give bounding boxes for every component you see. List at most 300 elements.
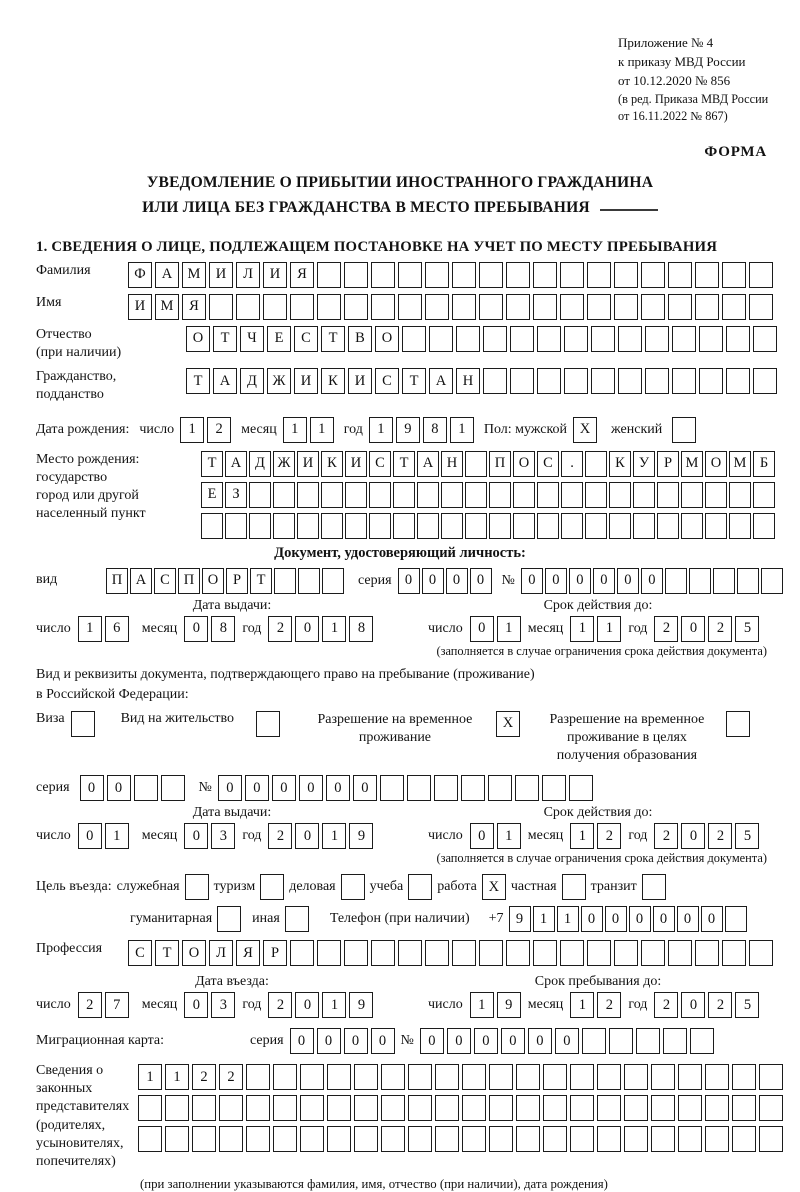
char-box[interactable] bbox=[441, 513, 463, 539]
char-box[interactable]: Т bbox=[393, 451, 415, 477]
char-box[interactable] bbox=[462, 1126, 486, 1152]
char-box[interactable] bbox=[297, 482, 319, 508]
char-box[interactable]: Д bbox=[240, 368, 264, 394]
char-box[interactable]: И bbox=[209, 262, 233, 288]
char-box[interactable]: М bbox=[182, 262, 206, 288]
char-box[interactable] bbox=[506, 940, 530, 966]
char-box[interactable] bbox=[722, 940, 746, 966]
char-box[interactable] bbox=[537, 513, 559, 539]
char-box[interactable] bbox=[689, 568, 711, 594]
char-box[interactable]: 0 bbox=[184, 616, 208, 642]
char-box[interactable] bbox=[435, 1126, 459, 1152]
char-box[interactable] bbox=[435, 1095, 459, 1121]
char-box[interactable]: X bbox=[482, 874, 506, 900]
char-box[interactable]: 0 bbox=[290, 1028, 314, 1054]
char-box[interactable]: Т bbox=[201, 451, 223, 477]
char-box[interactable] bbox=[217, 906, 241, 932]
char-box[interactable]: Т bbox=[186, 368, 210, 394]
char-box[interactable]: 2 bbox=[708, 823, 732, 849]
char-box[interactable] bbox=[165, 1126, 189, 1152]
char-box[interactable] bbox=[263, 294, 287, 320]
char-box[interactable]: 2 bbox=[654, 823, 678, 849]
char-box[interactable]: И bbox=[294, 368, 318, 394]
char-box[interactable] bbox=[393, 513, 415, 539]
char-box[interactable] bbox=[678, 1095, 702, 1121]
char-box[interactable]: О bbox=[705, 451, 727, 477]
char-box[interactable] bbox=[381, 1126, 405, 1152]
char-box[interactable] bbox=[441, 482, 463, 508]
char-box[interactable]: И bbox=[348, 368, 372, 394]
char-box[interactable]: 1 bbox=[322, 616, 346, 642]
char-box[interactable]: М bbox=[155, 294, 179, 320]
char-box[interactable]: 5 bbox=[735, 823, 759, 849]
char-box[interactable]: 1 bbox=[105, 823, 129, 849]
char-box[interactable]: 8 bbox=[211, 616, 235, 642]
char-box[interactable] bbox=[726, 326, 750, 352]
char-box[interactable] bbox=[668, 940, 692, 966]
char-box[interactable]: X bbox=[573, 417, 597, 443]
char-box[interactable] bbox=[657, 513, 679, 539]
char-box[interactable]: 9 bbox=[497, 992, 521, 1018]
char-box[interactable] bbox=[407, 775, 431, 801]
char-box[interactable]: 0 bbox=[299, 775, 323, 801]
char-box[interactable]: С bbox=[294, 326, 318, 352]
char-box[interactable] bbox=[273, 482, 295, 508]
char-box[interactable] bbox=[483, 368, 507, 394]
char-box[interactable]: 0 bbox=[245, 775, 269, 801]
char-box[interactable] bbox=[537, 368, 561, 394]
char-box[interactable] bbox=[641, 940, 665, 966]
char-box[interactable]: О bbox=[182, 940, 206, 966]
char-box[interactable] bbox=[609, 513, 631, 539]
char-box[interactable] bbox=[273, 513, 295, 539]
char-box[interactable]: 1 bbox=[283, 417, 307, 443]
char-box[interactable]: 0 bbox=[295, 823, 319, 849]
char-box[interactable]: 0 bbox=[629, 906, 651, 932]
char-box[interactable] bbox=[561, 513, 583, 539]
char-box[interactable] bbox=[317, 262, 341, 288]
char-box[interactable] bbox=[371, 262, 395, 288]
char-box[interactable]: 0 bbox=[398, 568, 420, 594]
char-box[interactable] bbox=[138, 1126, 162, 1152]
char-box[interactable]: Б bbox=[753, 451, 775, 477]
char-box[interactable] bbox=[165, 1095, 189, 1121]
char-box[interactable] bbox=[489, 1064, 513, 1090]
char-box[interactable]: 1 bbox=[78, 616, 102, 642]
char-box[interactable] bbox=[561, 482, 583, 508]
char-box[interactable] bbox=[345, 513, 367, 539]
char-box[interactable]: 1 bbox=[557, 906, 579, 932]
char-box[interactable] bbox=[321, 482, 343, 508]
char-box[interactable]: О bbox=[375, 326, 399, 352]
char-box[interactable] bbox=[300, 1095, 324, 1121]
char-box[interactable] bbox=[533, 940, 557, 966]
char-box[interactable] bbox=[452, 294, 476, 320]
char-box[interactable]: 1 bbox=[450, 417, 474, 443]
char-box[interactable] bbox=[256, 711, 280, 737]
char-box[interactable] bbox=[597, 1064, 621, 1090]
char-box[interactable] bbox=[591, 368, 615, 394]
char-box[interactable] bbox=[678, 1126, 702, 1152]
char-box[interactable] bbox=[429, 326, 453, 352]
char-box[interactable] bbox=[479, 940, 503, 966]
char-box[interactable]: Т bbox=[213, 326, 237, 352]
char-box[interactable] bbox=[260, 874, 284, 900]
char-box[interactable] bbox=[570, 1095, 594, 1121]
char-box[interactable]: 0 bbox=[326, 775, 350, 801]
char-box[interactable] bbox=[402, 326, 426, 352]
char-box[interactable] bbox=[636, 1028, 660, 1054]
char-box[interactable] bbox=[506, 294, 530, 320]
char-box[interactable] bbox=[344, 294, 368, 320]
char-box[interactable] bbox=[465, 482, 487, 508]
char-box[interactable] bbox=[618, 368, 642, 394]
char-box[interactable] bbox=[705, 1064, 729, 1090]
char-box[interactable] bbox=[759, 1126, 783, 1152]
char-box[interactable] bbox=[219, 1126, 243, 1152]
char-box[interactable]: К bbox=[321, 451, 343, 477]
char-box[interactable]: И bbox=[128, 294, 152, 320]
char-box[interactable] bbox=[624, 1095, 648, 1121]
char-box[interactable]: Ж bbox=[273, 451, 295, 477]
char-box[interactable]: 2 bbox=[708, 616, 732, 642]
char-box[interactable]: Я bbox=[290, 262, 314, 288]
char-box[interactable] bbox=[435, 1064, 459, 1090]
char-box[interactable]: 9 bbox=[509, 906, 531, 932]
char-box[interactable] bbox=[749, 940, 773, 966]
char-box[interactable] bbox=[488, 775, 512, 801]
char-box[interactable]: О bbox=[202, 568, 224, 594]
char-box[interactable]: 0 bbox=[295, 616, 319, 642]
char-box[interactable] bbox=[663, 1028, 687, 1054]
char-box[interactable] bbox=[516, 1095, 540, 1121]
char-box[interactable]: С bbox=[537, 451, 559, 477]
char-box[interactable]: 3 bbox=[211, 992, 235, 1018]
char-box[interactable] bbox=[560, 940, 584, 966]
char-box[interactable] bbox=[562, 874, 586, 900]
char-box[interactable]: 2 bbox=[708, 992, 732, 1018]
char-box[interactable]: 2 bbox=[268, 616, 292, 642]
char-box[interactable]: С bbox=[375, 368, 399, 394]
char-box[interactable] bbox=[516, 1126, 540, 1152]
char-box[interactable] bbox=[192, 1095, 216, 1121]
char-box[interactable]: 1 bbox=[533, 906, 555, 932]
char-box[interactable] bbox=[479, 262, 503, 288]
char-box[interactable] bbox=[732, 1095, 756, 1121]
char-box[interactable] bbox=[516, 1064, 540, 1090]
char-box[interactable]: А bbox=[130, 568, 152, 594]
char-box[interactable] bbox=[369, 513, 391, 539]
char-box[interactable]: Ч bbox=[240, 326, 264, 352]
char-box[interactable] bbox=[672, 326, 696, 352]
char-box[interactable]: 5 bbox=[735, 616, 759, 642]
char-box[interactable] bbox=[587, 262, 611, 288]
char-box[interactable] bbox=[380, 775, 404, 801]
char-box[interactable] bbox=[570, 1126, 594, 1152]
char-box[interactable]: П bbox=[178, 568, 200, 594]
char-box[interactable]: Л bbox=[236, 262, 260, 288]
char-box[interactable] bbox=[327, 1064, 351, 1090]
char-box[interactable]: А bbox=[213, 368, 237, 394]
char-box[interactable] bbox=[614, 940, 638, 966]
char-box[interactable] bbox=[290, 294, 314, 320]
char-box[interactable] bbox=[408, 874, 432, 900]
char-box[interactable] bbox=[668, 262, 692, 288]
char-box[interactable]: 1 bbox=[470, 992, 494, 1018]
char-box[interactable] bbox=[645, 368, 669, 394]
char-box[interactable] bbox=[543, 1095, 567, 1121]
char-box[interactable]: 0 bbox=[681, 992, 705, 1018]
char-box[interactable]: 1 bbox=[570, 616, 594, 642]
char-box[interactable] bbox=[597, 1095, 621, 1121]
char-box[interactable] bbox=[371, 940, 395, 966]
char-box[interactable]: Я bbox=[236, 940, 260, 966]
char-box[interactable] bbox=[759, 1095, 783, 1121]
char-box[interactable]: 0 bbox=[474, 1028, 498, 1054]
char-box[interactable] bbox=[585, 513, 607, 539]
char-box[interactable]: 0 bbox=[641, 568, 663, 594]
char-box[interactable] bbox=[749, 294, 773, 320]
char-box[interactable] bbox=[690, 1028, 714, 1054]
char-box[interactable] bbox=[587, 294, 611, 320]
char-box[interactable]: К bbox=[321, 368, 345, 394]
char-box[interactable] bbox=[722, 262, 746, 288]
char-box[interactable] bbox=[479, 294, 503, 320]
char-box[interactable] bbox=[489, 513, 511, 539]
char-box[interactable]: Т bbox=[402, 368, 426, 394]
char-box[interactable]: 0 bbox=[422, 568, 444, 594]
char-box[interactable] bbox=[297, 513, 319, 539]
char-box[interactable]: А bbox=[429, 368, 453, 394]
char-box[interactable]: 0 bbox=[371, 1028, 395, 1054]
char-box[interactable]: 1 bbox=[138, 1064, 162, 1090]
char-box[interactable] bbox=[585, 451, 607, 477]
char-box[interactable] bbox=[398, 294, 422, 320]
char-box[interactable] bbox=[537, 482, 559, 508]
char-box[interactable]: 1 bbox=[570, 992, 594, 1018]
char-box[interactable] bbox=[417, 513, 439, 539]
char-box[interactable]: 0 bbox=[295, 992, 319, 1018]
char-box[interactable]: З bbox=[225, 482, 247, 508]
char-box[interactable] bbox=[633, 513, 655, 539]
char-box[interactable] bbox=[274, 568, 296, 594]
char-box[interactable] bbox=[327, 1126, 351, 1152]
char-box[interactable] bbox=[749, 262, 773, 288]
char-box[interactable]: 2 bbox=[268, 992, 292, 1018]
char-box[interactable]: Е bbox=[201, 482, 223, 508]
char-box[interactable] bbox=[317, 294, 341, 320]
char-box[interactable] bbox=[641, 294, 665, 320]
char-box[interactable] bbox=[560, 262, 584, 288]
char-box[interactable]: К bbox=[609, 451, 631, 477]
char-box[interactable] bbox=[298, 568, 320, 594]
char-box[interactable]: 6 bbox=[105, 616, 129, 642]
char-box[interactable]: И bbox=[345, 451, 367, 477]
char-box[interactable] bbox=[729, 513, 751, 539]
char-box[interactable] bbox=[705, 1126, 729, 1152]
char-box[interactable] bbox=[381, 1064, 405, 1090]
char-box[interactable] bbox=[506, 262, 530, 288]
char-box[interactable] bbox=[533, 262, 557, 288]
char-box[interactable] bbox=[705, 1095, 729, 1121]
char-box[interactable] bbox=[695, 262, 719, 288]
char-box[interactable] bbox=[657, 482, 679, 508]
char-box[interactable] bbox=[246, 1126, 270, 1152]
char-box[interactable] bbox=[345, 482, 367, 508]
char-box[interactable] bbox=[219, 1095, 243, 1121]
char-box[interactable] bbox=[585, 482, 607, 508]
char-box[interactable]: С bbox=[128, 940, 152, 966]
char-box[interactable]: 2 bbox=[219, 1064, 243, 1090]
char-box[interactable] bbox=[543, 1064, 567, 1090]
char-box[interactable] bbox=[273, 1126, 297, 1152]
char-box[interactable] bbox=[705, 513, 727, 539]
char-box[interactable] bbox=[489, 1126, 513, 1152]
char-box[interactable]: 2 bbox=[78, 992, 102, 1018]
char-box[interactable] bbox=[753, 513, 775, 539]
char-box[interactable]: И bbox=[263, 262, 287, 288]
char-box[interactable] bbox=[71, 711, 95, 737]
char-box[interactable] bbox=[434, 775, 458, 801]
char-box[interactable]: Т bbox=[155, 940, 179, 966]
char-box[interactable]: О bbox=[186, 326, 210, 352]
char-box[interactable] bbox=[246, 1095, 270, 1121]
char-box[interactable] bbox=[510, 368, 534, 394]
char-box[interactable] bbox=[209, 294, 233, 320]
char-box[interactable]: 0 bbox=[681, 823, 705, 849]
char-box[interactable] bbox=[201, 513, 223, 539]
char-box[interactable]: 0 bbox=[593, 568, 615, 594]
char-box[interactable] bbox=[398, 262, 422, 288]
char-box[interactable] bbox=[273, 1095, 297, 1121]
char-box[interactable] bbox=[285, 906, 309, 932]
char-box[interactable]: Е bbox=[267, 326, 291, 352]
char-box[interactable]: 0 bbox=[470, 616, 494, 642]
char-box[interactable] bbox=[726, 711, 750, 737]
char-box[interactable] bbox=[699, 326, 723, 352]
char-box[interactable] bbox=[759, 1064, 783, 1090]
char-box[interactable] bbox=[371, 294, 395, 320]
char-box[interactable]: 0 bbox=[677, 906, 699, 932]
char-box[interactable] bbox=[489, 1095, 513, 1121]
char-box[interactable] bbox=[344, 940, 368, 966]
char-box[interactable] bbox=[354, 1126, 378, 1152]
char-box[interactable]: Л bbox=[209, 940, 233, 966]
char-box[interactable] bbox=[465, 513, 487, 539]
char-box[interactable]: 8 bbox=[349, 616, 373, 642]
char-box[interactable] bbox=[408, 1064, 432, 1090]
char-box[interactable] bbox=[753, 482, 775, 508]
char-box[interactable]: 1 bbox=[497, 823, 521, 849]
char-box[interactable] bbox=[695, 940, 719, 966]
char-box[interactable] bbox=[737, 568, 759, 594]
char-box[interactable] bbox=[408, 1126, 432, 1152]
char-box[interactable] bbox=[138, 1095, 162, 1121]
char-box[interactable]: А bbox=[155, 262, 179, 288]
char-box[interactable]: 0 bbox=[617, 568, 639, 594]
char-box[interactable] bbox=[515, 775, 539, 801]
char-box[interactable] bbox=[300, 1064, 324, 1090]
char-box[interactable] bbox=[570, 1064, 594, 1090]
char-box[interactable]: 1 bbox=[322, 992, 346, 1018]
char-box[interactable]: 7 bbox=[105, 992, 129, 1018]
char-box[interactable] bbox=[236, 294, 260, 320]
char-box[interactable]: 5 bbox=[735, 992, 759, 1018]
char-box[interactable]: 1 bbox=[497, 616, 521, 642]
char-box[interactable] bbox=[609, 482, 631, 508]
char-box[interactable]: 9 bbox=[349, 992, 373, 1018]
char-box[interactable] bbox=[633, 482, 655, 508]
char-box[interactable] bbox=[341, 874, 365, 900]
char-box[interactable] bbox=[344, 262, 368, 288]
char-box[interactable]: 0 bbox=[272, 775, 296, 801]
char-box[interactable] bbox=[452, 262, 476, 288]
char-box[interactable] bbox=[398, 940, 422, 966]
char-box[interactable] bbox=[543, 1126, 567, 1152]
char-box[interactable]: Д bbox=[249, 451, 271, 477]
char-box[interactable] bbox=[651, 1126, 675, 1152]
char-box[interactable] bbox=[678, 1064, 702, 1090]
char-box[interactable] bbox=[699, 368, 723, 394]
char-box[interactable]: 1 bbox=[165, 1064, 189, 1090]
char-box[interactable] bbox=[722, 294, 746, 320]
char-box[interactable] bbox=[161, 775, 185, 801]
char-box[interactable]: 1 bbox=[322, 823, 346, 849]
char-box[interactable]: А bbox=[225, 451, 247, 477]
char-box[interactable] bbox=[300, 1126, 324, 1152]
char-box[interactable]: С bbox=[154, 568, 176, 594]
char-box[interactable]: Ж bbox=[267, 368, 291, 394]
char-box[interactable] bbox=[452, 940, 476, 966]
char-box[interactable]: 9 bbox=[396, 417, 420, 443]
char-box[interactable] bbox=[225, 513, 247, 539]
char-box[interactable] bbox=[542, 775, 566, 801]
char-box[interactable]: 0 bbox=[447, 1028, 471, 1054]
char-box[interactable]: Ф bbox=[128, 262, 152, 288]
char-box[interactable]: 0 bbox=[569, 568, 591, 594]
char-box[interactable]: И bbox=[297, 451, 319, 477]
char-box[interactable]: 2 bbox=[654, 992, 678, 1018]
char-box[interactable] bbox=[587, 940, 611, 966]
char-box[interactable]: 0 bbox=[420, 1028, 444, 1054]
char-box[interactable] bbox=[668, 294, 692, 320]
char-box[interactable] bbox=[713, 568, 735, 594]
char-box[interactable] bbox=[705, 482, 727, 508]
char-box[interactable]: 0 bbox=[545, 568, 567, 594]
char-box[interactable] bbox=[642, 874, 666, 900]
char-box[interactable] bbox=[425, 262, 449, 288]
char-box[interactable]: В bbox=[348, 326, 372, 352]
char-box[interactable]: М bbox=[681, 451, 703, 477]
char-box[interactable] bbox=[753, 326, 777, 352]
char-box[interactable]: 2 bbox=[597, 992, 621, 1018]
char-box[interactable] bbox=[249, 482, 271, 508]
char-box[interactable]: 0 bbox=[605, 906, 627, 932]
char-box[interactable] bbox=[483, 326, 507, 352]
char-box[interactable] bbox=[732, 1064, 756, 1090]
char-box[interactable] bbox=[317, 940, 341, 966]
char-box[interactable]: 0 bbox=[218, 775, 242, 801]
char-box[interactable]: 3 bbox=[211, 823, 235, 849]
char-box[interactable] bbox=[533, 294, 557, 320]
char-box[interactable]: У bbox=[633, 451, 655, 477]
char-box[interactable] bbox=[322, 568, 344, 594]
char-box[interactable] bbox=[425, 940, 449, 966]
char-box[interactable] bbox=[425, 294, 449, 320]
char-box[interactable] bbox=[725, 906, 747, 932]
char-box[interactable] bbox=[465, 451, 487, 477]
char-box[interactable]: 0 bbox=[470, 568, 492, 594]
